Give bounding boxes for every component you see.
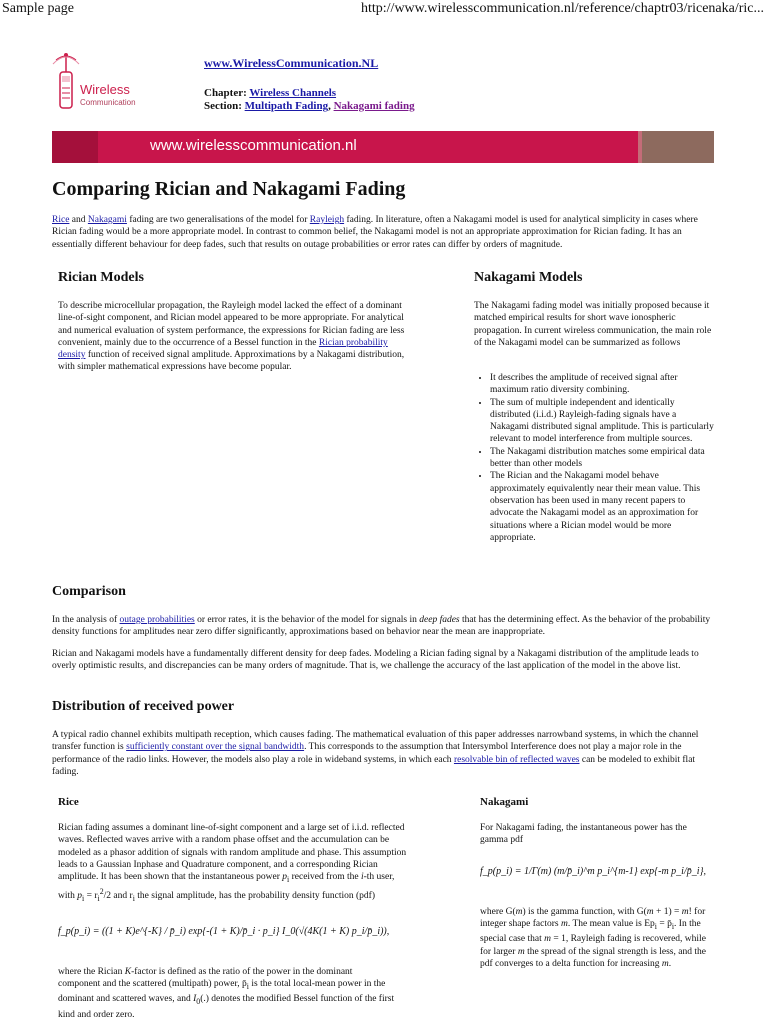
chapter-link[interactable]: Wireless Channels [249,87,337,99]
print-header-url: http://www.wirelesscommunication.nl/reference/chaptr03/ricenaka/ric... [361,1,764,16]
distribution-text-2: . This corresponds to the assumption that Intersymbol Interference does not play a major role in the performance of the radio links. However, the models also play a role in wideband systems, in which each [52,742,682,765]
heading-distribution: Distribution of received power [52,699,235,714]
link-signal-bandwidth[interactable]: sufficiently constant over the signal bandwidth [126,742,305,753]
rice-after-3: component and the scattered (multipath) power, p̄ [58,979,247,990]
distribution-text-1: A typical radio channel exhibits multipath reception, which causes fading. The mathematical evaluation of this paper addresses narrowband systems, in which the channel transfer function is [52,730,699,753]
rice-ith: i [360,872,364,883]
comparison-text-2: or error rates, it is the behavior of the model for signals in [194,615,420,625]
rice-after-paragraph: where the Rician K-factor is defined as the ratio of the power in the dominant component and the scattered (multipath) power, $p̄_i$ is the total local-mean power in the dominant and scattered waves, and $I_0(.)$ denotes the modified Bessel function of the first kind and order zero. [58,967,395,1020]
rician-models-paragraph [58,300,410,374]
logo-text [80,82,136,107]
rice-io: I [193,994,197,1005]
print-header-left: Sample page [2,1,74,16]
rician-models-text-1: To describe microcellular propagation, the Rayleigh model lacked the effect of a dominant line-of-sight component, and Rician model appeared to be more appropriate. For analytical and numerical evaluation of system performance, the expressions for Rician fading are less convenient, mainly due to the occurrence of a Bessel function in the [58,301,405,348]
nakagami-m: m [646,907,654,917]
rice-paragraph: Rician fading assumes a dominant line-of-sight component and a large set of i.i.d. reflected waves. Reflected waves arrive with a random phase offset and the accumulation can be modeled as a phasor addition of signals with random amplitude and phase. This assumption leads to a Gaussian Inphase and Quadrature component, and a corresponding Rician amplitude. It has been shown that the instantaneous power $p_i$ received from the i-th user, with $p_i = r_i^2/2$ and $r_i$ the signal amplitude, has the probability density function (pdf) [58,823,407,904]
comparison-paragraph-2: Rician and Nakagami models have a fundamentally different density for deep fades. Modeling a Rician fading signal by a Nakagami distribution of the amplitude leads to overly optimistic results, and discrepancies can be many orders of magnitude. That is, we challenge the accuracy of the last application of the model in the above list. [52,649,699,672]
rice-formula: f_p(p_i) = ((1 + K)e^{-K} / p̄_i) exp{-(1 + K)/p̄_i · p_i} I_0(√(4K(1 + K) p_i/p̄_i)), [58,926,390,937]
comparison-text-1: In the analysis of [52,615,120,625]
link-outage-probabilities[interactable]: outage probabilities [119,615,195,625]
heading-rice: Rice [58,796,79,808]
rice-text-3: -th user, with [58,872,395,902]
nakagami-roles-list [476,372,714,544]
nakagami-formula: f_p(p_i) = 1/Γ(m) (m/p̄_i)^m p_i^{m-1} exp{-m p_i/p̄_i}, [480,866,707,877]
distribution-paragraph [52,729,714,778]
section-row [204,100,415,113]
nakagami-m: m [517,946,525,957]
link-rician-pdf[interactable]: Rician probability density [58,337,388,361]
banner-left-decoration [52,131,98,163]
nakagami-text-4: + 1) = [653,907,682,917]
nakagami-paragraph-1: For Nakagami fading, the instantaneous power has the gamma pdf [480,823,687,846]
nakagami-text-9: the spread of the signal strength is less, and the pdf converges to a delta function for increasing [480,946,706,970]
chapter-row [204,87,415,100]
nakagami-models-paragraph: The Nakagami fading model was initially proposed because it matched empirical results for short wave ionospheric propagation. In current wireless communication, the main role of the Nakagami model can be summarized as follows [474,301,712,348]
intro-text-2: fading. In literature, often a Nakagami model is used for analytical simplicity in cases where Rician fading would be a more appropriate model. In contrast to common belief, the Nakagami model is not an appropriate approximation for Rician fading. It has an essentially different behaviour for deep fades, such that results on outage probabilities or error rates can differ by orders of magnitude. [52,215,698,250]
site-banner[interactable] [52,131,714,163]
nakagami-m: m [681,907,689,917]
nakagami-text-8: = 1, Rayleigh fading is recovered, while for larger [480,934,706,957]
rice-after-5: (.) denotes the modified Bessel function of the first kind and order zero. [58,994,395,1020]
list-item: • The sum of multiple independent and identically distributed (i.i.d.) Rayleigh-fading signals have a Nakagami distributed signal amplitude. This is particularly relevant to model interference from multiple sources. [490,397,714,446]
nakagami-m: m [544,934,551,945]
link-nakagami[interactable]: Nakagami [87,215,127,225]
heading-nakagami-models: Nakagami Models [474,270,583,285]
link-rice[interactable]: Rice [52,215,70,225]
heading-nakagami: Nakagami [480,796,529,808]
rician-models-text-2: function of received signal amplitude. Approximations by a Nakagami distribution, with simpler mathematical expressions have become popular. [58,350,405,373]
nakagami-text-6: . The mean value is [567,919,645,930]
logo-word-communication: Communication [80,98,136,107]
rice-k: K [124,967,132,977]
comparison-paragraph-1 [52,614,714,639]
nakagami-text-7: . In the special case that [480,919,701,945]
list-item: • The Rician and the Nakagami model behave approximately equivalently near their mean value. This observation has been used in many recent papers to advocate the Nakagami model as an approximation for situations where a Rician model would be more appropriate. [490,470,714,544]
rice-text-2: received from the [289,872,361,883]
rice-pi: p [282,872,288,883]
rice-text-1: Rician fading assumes a dominant line-of-sight component and a large set of i.i.d. reflected waves. Reflected waves arrive with a random phase offset and the accumulation can be modeled as a phasor addition of signals with random amplitude and phase. This assumption leads to a Gaussian Inphase and Quadrature component, and a corresponding Rician amplitude. It has been shown that the instantaneous power [58,823,407,883]
page-title: Comparing Rician and Nakagami Fading [52,178,406,200]
nakagami-m: m [661,959,669,970]
logo-word-wireless: Wireless [80,82,130,97]
intro-text-1: fading are two generalisations of the model for [126,215,310,225]
comparison-text-3: that has the determining effect. As the behavior of the probability density functions for amplitudes near zero differ significantly, approximations based on behavior near the mean are inappropriate. [52,615,711,638]
list-item: • The Nakagami distribution matches some empirical data better than other models [490,446,714,471]
print-header [0,0,768,20]
link-resolvable-bin[interactable]: resolvable bin of reflected waves [453,754,580,765]
rice-text-5: /2 and r [103,891,133,902]
nakagami-m: m [560,919,568,930]
heading-comparison: Comparison [52,584,126,599]
nakagami-m: m [515,907,523,917]
rice-text-4: = r [84,891,98,902]
nakagami-text-2: where G( [480,907,516,917]
nakagami-text-3: ) is the gamma function, with G( [522,907,647,917]
distribution-text-3: can be modeled to exhibit flat fading. [52,754,696,777]
section-link-multipath[interactable]: Multipath Fading [244,100,329,112]
chapter-label: Chapter: [204,87,247,99]
site-link[interactable]: www.WirelessCommunication.NL [204,56,379,70]
section-label: Section: [204,100,242,112]
section-separator: , [328,100,331,112]
banner-text: www.wirelesscommunication.nl [150,137,357,154]
rice-after-4: is the total local-mean power in the dominant and scattered waves, and [58,979,386,1005]
nakagami-mean: Ep [644,919,655,930]
section-link-nakagami[interactable]: Nakagami fading [333,100,415,112]
rice-text-6: the signal amplitude, has the probability density function (pdf) [134,891,375,902]
banner-right-decoration [642,131,714,163]
link-rayleigh[interactable]: Rayleigh [309,215,345,225]
nakagami-text-10: . [668,959,672,970]
rice-eq: p [77,891,83,902]
rice-after-1: where the Rician [58,967,125,977]
list-item: • It describes the amplitude of received signal after maximum ratio diversity combining. [490,372,714,397]
intro-and: and [69,215,88,225]
heading-rician-models: Rician Models [58,270,144,285]
intro-paragraph [52,214,714,251]
nakagami-mean-2: = p̄ [656,919,672,930]
top-navigation [204,56,415,113]
nakagami-paragraph-2: where G(m) is the gamma function, with G(m + 1) = m! for integer shape factors m. The mean value is $Ep_i$ = $p̄_i$. In the special case that m = 1, Rayleigh fading is recovered, while for larger m the spread of the signal strength is less, and the pdf converges to a delta function for increasing m. [480,907,706,970]
rice-after-2: -factor is defined as the ratio of the power in the dominant [131,967,353,977]
nakagami-text-5: ! for integer shape factors [480,907,706,930]
comparison-emphasis: deep fades [419,615,460,625]
